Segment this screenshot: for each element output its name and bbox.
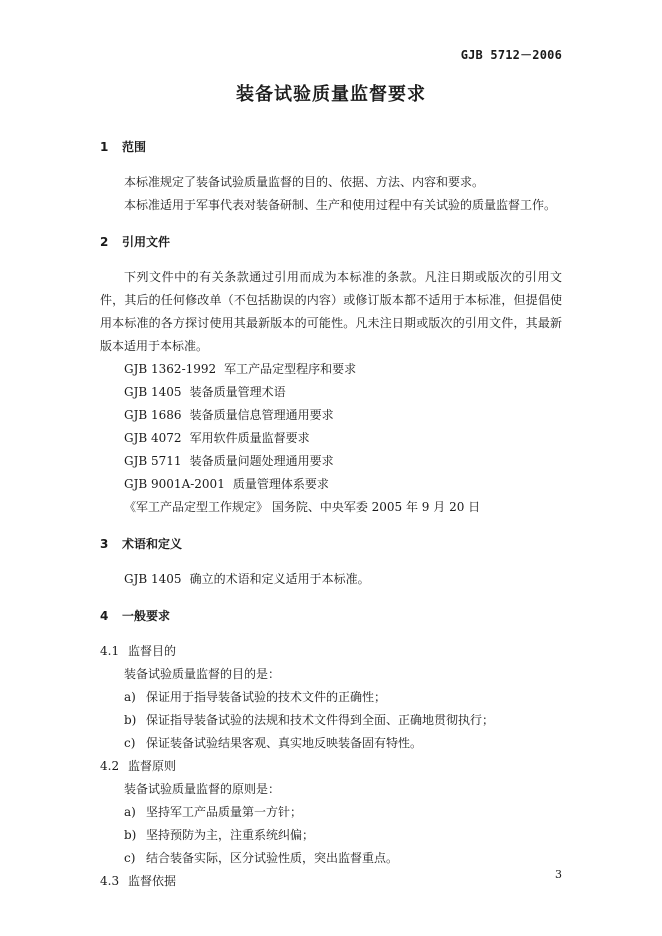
document-body xyxy=(100,136,562,893)
reference-item: GJB 4072 军用软件质量监督要求 xyxy=(124,431,310,445)
reference-item: GJB 1362-1992 军工产品定型程序和要求 xyxy=(124,362,357,376)
list-item: a) 坚持军工产品质量第一方针； xyxy=(124,805,303,819)
list-item: b) 保证指导装备试验的法规和技术文件得到全面、正确地贯彻执行； xyxy=(124,713,495,727)
subsection-4-1-lead: 装备试验质量监督的目的是： xyxy=(124,667,281,681)
list-item: b) 坚持预防为主，注重系统纠偏； xyxy=(124,828,315,842)
list-item: c) 保证装备试验结果客观、真实地反映装备固有特性。 xyxy=(124,736,423,750)
subsection-4-2-heading: 4.2 监督原则 xyxy=(100,759,177,773)
reference-item: GJB 1405 装备质量管理术语 xyxy=(124,385,286,399)
reference-item: GJB 9001A-2001 质量管理体系要求 xyxy=(124,477,329,491)
section-2-intro: 下列文件中的有关条款通过引用而成为本标准的条款。凡注日期或版次的引用文件，其后的任何修改单（不包括勘误的内容）或修订版本都不适用于本标准，但提倡使用本标准的各方探讨使用其最新版本的可能性。凡未注日期或版次的引用文件，其最新版本适用于本标准。 xyxy=(100,270,562,353)
section-1-heading: 1 范围 xyxy=(100,140,147,154)
list-item: c) 结合装备实际，区分试验性质，突出监督重点。 xyxy=(124,851,399,865)
reference-item: GJB 1686 装备质量信息管理通用要求 xyxy=(124,408,334,422)
section-3-heading: 3 术语和定义 xyxy=(100,537,183,551)
page-number: 3 xyxy=(555,868,562,881)
list-item: a) 保证用于指导装备试验的技术文件的正确性； xyxy=(124,690,387,704)
subsection-4-2-lead: 装备试验质量监督的原则是： xyxy=(124,782,281,796)
section-4-heading: 4 一般要求 xyxy=(100,609,171,623)
document-title: 装备试验质量监督要求 xyxy=(236,84,426,105)
section-3-text: GJB 1405 确立的术语和定义适用于本标准。 xyxy=(124,572,370,586)
subsection-4-1-heading: 4.1 监督目的 xyxy=(100,644,177,658)
section-1-paragraph: 本标准规定了装备试验质量监督的目的、依据、方法、内容和要求。 xyxy=(124,175,485,189)
section-1-paragraph: 本标准适用于军事代表对装备研制、生产和使用过程中有关试验的质量监督工作。 xyxy=(124,198,557,212)
section-2-heading: 2 引用文件 xyxy=(100,235,171,249)
standard-number: GJB 5712－2006 xyxy=(460,48,562,62)
subsection-4-3-heading: 4.3 监督依据 xyxy=(100,874,177,888)
reference-item: GJB 5711 装备质量问题处理通用要求 xyxy=(124,454,334,468)
reference-item-regulation: 《军工产品定型工作规定》 国务院、中央军委 2005 年 9 月 20 日 xyxy=(124,500,481,514)
